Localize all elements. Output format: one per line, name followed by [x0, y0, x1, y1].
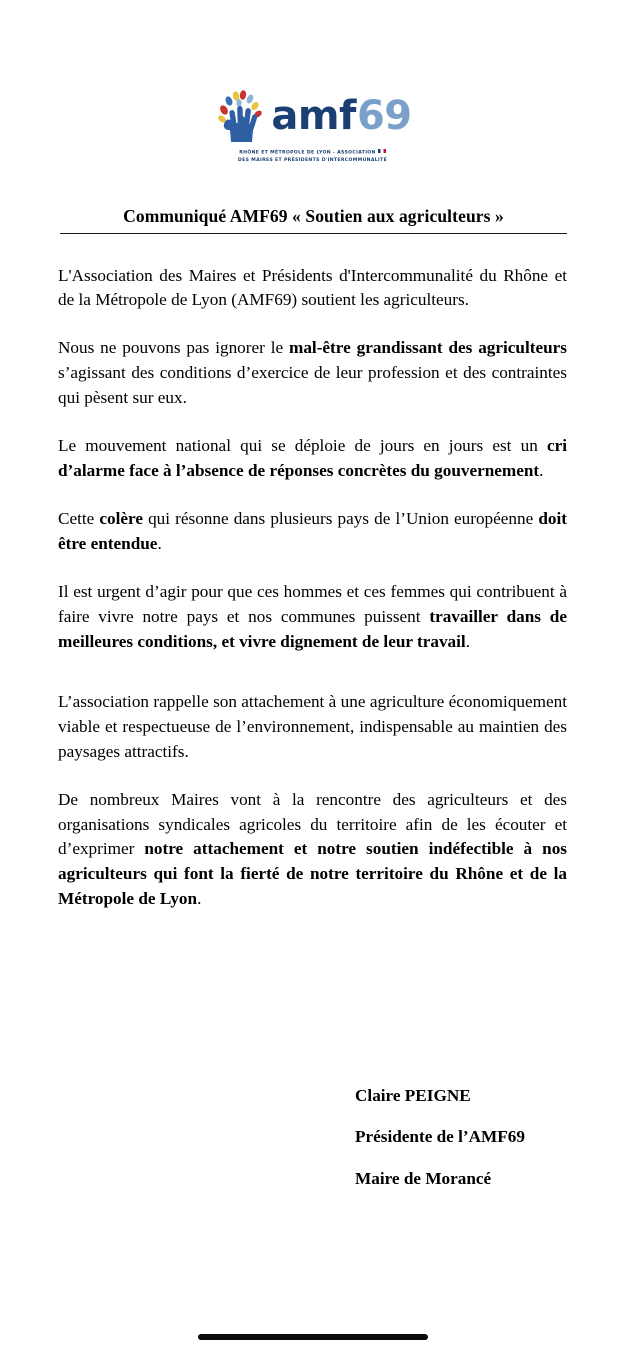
text-run: Cette	[58, 509, 100, 529]
logo-tagline-line1	[238, 149, 387, 157]
text-run: L'Association des Maires et Présidents d'Intercommunalité du Rhône et de la Métropole de Lyon (AMF69) soutient les agriculteurs.	[58, 265, 567, 310]
signature-block	[0, 935, 567, 1187]
paragraph-5	[58, 580, 567, 655]
page-title: Communiqué AMF69 « Soutien aux agriculteurs »	[60, 206, 567, 234]
signature-name: Claire PEIGNE	[355, 1086, 471, 1106]
home-indicator-area	[0, 1334, 625, 1340]
amf69-wordmark	[271, 93, 412, 139]
text-run: .	[539, 461, 544, 481]
text-run: .	[465, 631, 470, 651]
emphasis-run: travailler dans de meilleures conditions, et vivre dignement de leur travail	[58, 606, 567, 651]
home-indicator[interactable]	[198, 1334, 428, 1340]
wordmark-amf: amf	[271, 93, 356, 139]
wordmark-69: 69	[356, 93, 412, 139]
text-run: .	[157, 534, 162, 554]
text-run: Nous ne pouvons pas ignorer le	[58, 338, 290, 358]
emphasis-run: cri d’alarme face à l’absence de réponses concrètes du gouvernement	[58, 436, 567, 481]
paragraph-2	[58, 336, 567, 411]
emphasis-run: colère	[99, 509, 143, 529]
text-run: qui résonne dans plusieurs pays de l’Union européenne	[142, 509, 539, 529]
logo-tagline-line2: DES MAIRES ET PRÉSIDENTS D'INTERCOMMUNALITÉ	[237, 158, 388, 164]
text-run: De nombreux Maires vont à la rencontre des agriculteurs et des organisations syndicales agricoles du territoire afin de les écouter et d’exprimer	[58, 789, 567, 859]
signature-mandate: Maire de Morancé	[355, 1168, 492, 1188]
emphasis-run: notre attachement et notre soutien indéfectible à nos agriculteurs qui font la fierté de notre territoire du Rhône et de la Métropole de Lyon	[58, 839, 567, 909]
text-run: s’agissant des conditions d’exercice de leur profession et des contraintes qui pèsent sur eux.	[58, 363, 567, 408]
logo-tagline	[238, 149, 387, 165]
amf69-tree-hand-logo-icon	[213, 90, 269, 142]
signature-role: Présidente de l’AMF69	[355, 1127, 525, 1147]
paragraph-6	[58, 690, 567, 765]
french-flag-icon	[378, 149, 386, 153]
text-run: Le mouvement national qui se déploie de jours en jours est un	[58, 436, 547, 456]
paragraph-4	[58, 507, 567, 557]
amf69-logo	[208, 88, 418, 165]
text-run: .	[197, 889, 202, 909]
emphasis-run: mal-être grandissant des agriculteurs	[289, 338, 567, 358]
paragraph-7	[58, 788, 567, 913]
text-run: Il est urgent d’agir pour que ces hommes et ces femmes qui contribuent à faire vivre notre pays et nos communes puissent	[58, 581, 567, 626]
logo-main-row	[213, 88, 411, 144]
emphasis-run: doit être entendue	[58, 509, 567, 554]
paragraph-3	[58, 434, 567, 484]
paragraph-1	[58, 264, 567, 314]
text-run: L’association rappelle son attachement à une agriculture économiquement viable et respectueuse de l’environnement, indispensable au maintien des paysages attractifs.	[58, 691, 567, 761]
logo-tagline-line1-text: RHÔNE ET MÉTROPOLE DE LYON - ASSOCIATION	[239, 150, 376, 156]
logo-block	[0, 88, 625, 165]
document-body	[58, 234, 567, 936]
